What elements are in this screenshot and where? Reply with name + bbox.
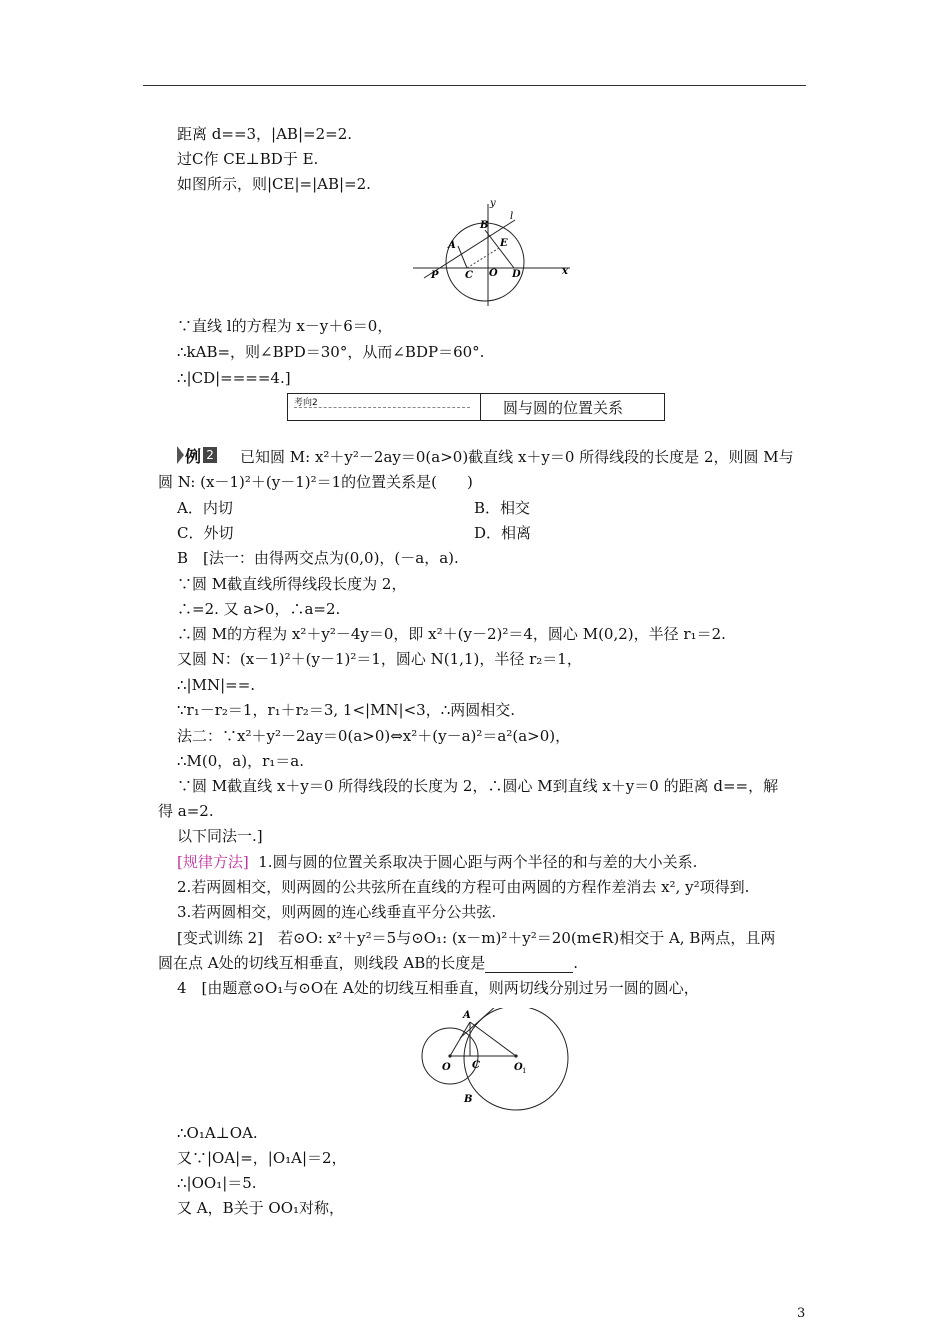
option-c: C．外切 (177, 524, 234, 542)
fig1-label: y (490, 198, 496, 209)
rule-line: 3.若两圆相交，则两圆的连心线垂直平分公共弦. (177, 903, 497, 921)
figure-line-circle (410, 196, 580, 308)
rule-label: [规律方法] (177, 853, 249, 871)
rule-line (177, 852, 697, 872)
fig1-label: x (562, 266, 568, 277)
topic-tag-cell (288, 394, 481, 420)
example-badge (177, 445, 222, 465)
text-line: 又∵|OA|=，|O₁A|＝2， (177, 1149, 347, 1167)
solution-line: 又圆 N：(x－1)²＋(y－1)²＝1，圆心 N(1,1)，半径 r₂＝1， (177, 650, 582, 668)
topic-box (287, 393, 665, 421)
solution-line: 得 a=2. (158, 802, 214, 820)
option-d: D．相离 (474, 524, 532, 542)
topic-dash (294, 407, 470, 408)
header-rule (143, 85, 806, 86)
text-line: ∴|OO₁|＝5. (177, 1174, 257, 1192)
fig1-label: E (500, 238, 508, 249)
solution-line: ∴=2. 又 a>0，∴a=2. (177, 600, 341, 618)
example-number: 2 (203, 447, 217, 463)
solution-line: 法二：∵x²＋y²－2ay＝0(a>0)⇔x²＋(y－a)²＝a²(a>0)， (177, 727, 571, 745)
example-text: 已知圆 M: x²＋y²－2ay＝0(a>0)截直线 x＋y＝0 所得线段的长度是 2，则圆 M与 (240, 448, 794, 466)
solution-line: ∴|MN|==. (177, 676, 256, 694)
solution-line: ∴M(0，a)，r₁＝a. (177, 752, 304, 770)
text-line: ∴kAB=，则∠BPD＝30°，从而∠BDP＝60°. (177, 343, 485, 361)
page-number: 3 (797, 1306, 806, 1321)
fig1-label: l (510, 211, 514, 222)
example-label: 例 (185, 446, 202, 466)
solution-line: ∵圆 M截直线 x＋y＝0 所得线段的长度为 2，∴圆心 M到直线 x＋y＝0 的距离 d==，解 (177, 777, 779, 795)
option-a: A．内切 (177, 499, 233, 517)
fig1-label: A (448, 240, 456, 251)
text-line: 距离 d==3，|AB|=2=2. (177, 125, 353, 143)
solution-line: ∴圆 M的方程为 x²＋y²－4y＝0，即 x²＋(y－2)²＝4，圆心 M(0,2)，半径 r₁＝2. (177, 625, 726, 643)
solution-line: ∵圆 M截直线所得线段长度为 2， (177, 575, 407, 593)
text-line: ∴|CD|====4.] (177, 369, 291, 387)
fig1-label: C (465, 270, 473, 281)
topic-title: 圆与圆的位置关系 (503, 398, 624, 417)
arrow-icon (177, 446, 184, 464)
variant-line: [变式训练 2] 若⊙O: x²＋y²＝5与⊙O₁: (x－m)²＋y²＝20(m∈R)相交于 A, B两点，且两 (177, 929, 776, 947)
fig2-label: O (514, 1062, 523, 1073)
fig2-label: B (464, 1094, 473, 1105)
option-b: B．相交 (474, 499, 531, 517)
fig1-label: O (489, 268, 498, 279)
variant-line: 4 [由题意⊙O₁与⊙O在 A处的切线互相垂直，则两切线分别过另一圆的圆心， (177, 979, 699, 997)
answer-blank (485, 956, 573, 973)
text-line: 如图所示，则|CE|=|AB|=2. (177, 175, 371, 193)
rule-line: 2.若两圆相交，则两圆的公共弦所在直线的方程可由两圆的方程作差消去 x², y²项得到. (177, 878, 750, 896)
solution-line: ∵r₁－r₂＝1，r₁＋r₂＝3, 1<|MN|<3，∴两圆相交. (177, 701, 516, 719)
text-line: ∴O₁A⊥OA. (177, 1124, 258, 1142)
topic-tag: 考向2 (294, 398, 318, 408)
fig1-label: D (512, 269, 521, 280)
variant-line (158, 953, 578, 973)
figure-two-circles (408, 1008, 578, 1114)
rule-text: 1.圆与圆的位置关系取决于圆心距与两个半径的和与差的大小关系. (258, 853, 698, 871)
fig2-label: C (472, 1060, 480, 1071)
text-line: 过C作 CE⊥BD于 E. (177, 150, 319, 168)
fig1-label: P (431, 270, 439, 281)
solution-line: B [法一：由得两交点为(0,0)，(－a，a). (177, 549, 459, 567)
text-line: ∵直线 l的方程为 x－y＋6＝0， (177, 317, 393, 335)
example-text: 圆 N: (x－1)²＋(y－1)²＝1的位置关系是( ) (158, 473, 473, 491)
variant-text: 圆在点 A处的切线互相垂直，则线段 AB的长度是 (158, 954, 486, 972)
fig2-label: 1 (522, 1067, 527, 1075)
solution-line: 以下同法一.] (177, 827, 263, 845)
text-line: 又 A，B关于 OO₁对称， (177, 1199, 345, 1217)
fig2-label: A (463, 1010, 471, 1021)
fig2-label: O (442, 1062, 451, 1073)
variant-end: . (573, 954, 579, 972)
fig1-label: B (480, 220, 489, 231)
